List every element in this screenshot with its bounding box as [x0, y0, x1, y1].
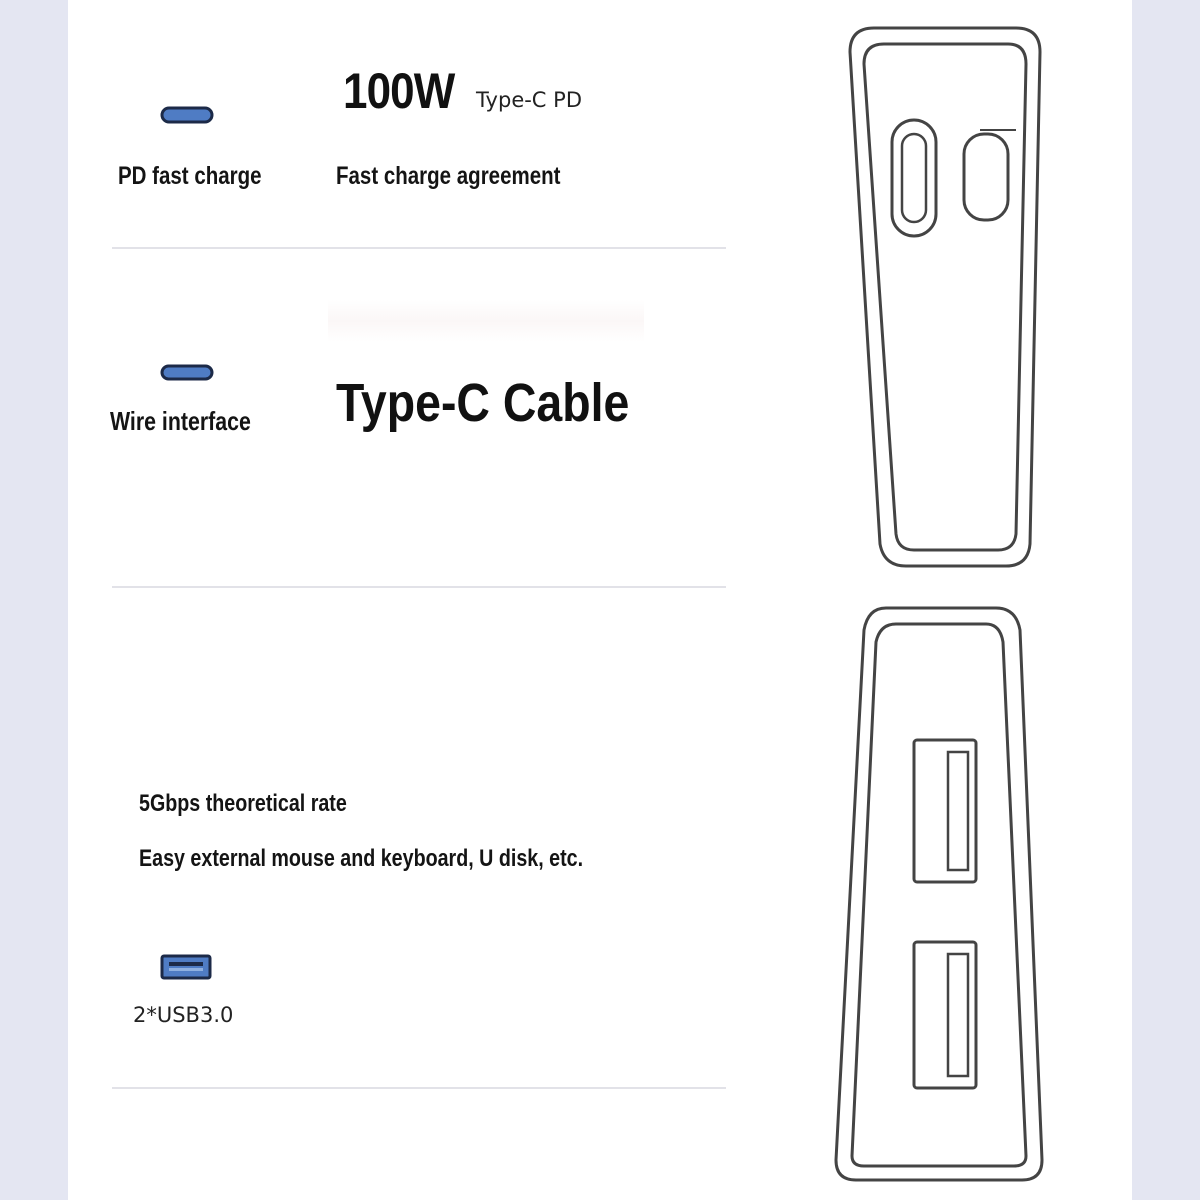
- hub-side-usb-a-ports-drawing: [830, 600, 1060, 1190]
- type-c-port-icon: [160, 104, 214, 126]
- usb-description: Easy external mouse and keyboard, U disk, etc.: [139, 845, 584, 872]
- power-rating: 100W: [343, 63, 455, 119]
- cable-caption: Wire interface: [110, 406, 251, 436]
- hub-side-type-c-ports-drawing: [840, 20, 1060, 580]
- usb-rate: 5Gbps theoretical rate: [139, 790, 347, 817]
- pd-protocol: Type-C PD: [476, 88, 582, 112]
- section-divider: [112, 586, 726, 588]
- pd-description: Fast charge agreement: [336, 162, 561, 190]
- pd-caption: PD fast charge: [118, 162, 262, 190]
- cable-title: Type-C Cable: [336, 373, 630, 433]
- section-divider: [112, 1087, 726, 1089]
- title-backdrop: [328, 300, 644, 342]
- type-c-port-icon: [160, 363, 214, 383]
- usb-a-port-icon: [160, 954, 212, 980]
- usb-count: 2*USB3.0: [133, 1003, 234, 1027]
- section-divider: [112, 247, 726, 249]
